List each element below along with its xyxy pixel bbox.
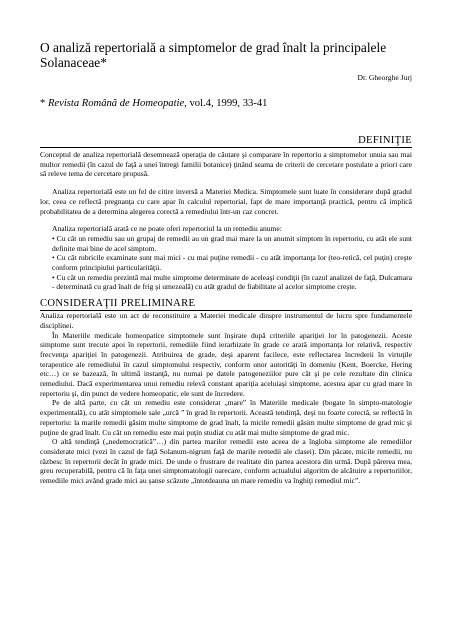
considerations-heading: CONSIDERAŢII PRELIMINARE bbox=[40, 298, 196, 310]
source-citation bbox=[40, 98, 412, 109]
paragraph-considerations-4: O altă tendinţă („nedemocratică”…) din partea marilor remedii este aceea de a îngloba simptome ale remediilor considerate mici (vezi în cazul de faţă Solanum-nigrum faţă de marile remedii ale clasei). Din păcate, micile remedii, nu răzbesc în repertorii decât în grade mici. De unde o frustrare de realitate din partea acestora din urmă. După părerea mea, greu recuperabilă, pentru că în faţa unei simptomatologii oarecare, conform actualului algoritm de alcătuire a repertoriilor, remediile mici având grade mici au şanse scăzute „întotdeauna un mare remediu va înghiţi remediul mic”. bbox=[40, 437, 412, 486]
journal-name: Revista Română de Homeopatie bbox=[47, 98, 185, 109]
definition-text: Conceptul de analiza repertorială desemnează operaţia de căutare şi comparare în repertoriu a simptomelor unuia sau mai multor remedii (în cazul de faţă a unei întregi familii botanice) ţinând seama de criterii de cercetare postulate a priori care să releve tema de cercetare propusă. bbox=[40, 150, 412, 179]
definition-rule bbox=[40, 147, 412, 148]
bullet-item-2: • Cu cât rubricile examinate sunt mai mici - cu mai puţine remedii - cu atât importanţa lor (teo-retică, cel puţin) creşte conform principiului particularităţii. bbox=[52, 253, 412, 273]
bullet-item-3: • Cu cât un remediu prezintă mai multe simptome determinate de aceleaşi condiţii (în cazul analizei de faţă, Dulcamara - determinată cu grad înalt de frig şi umezeală) cu atât gradul de fiabilitate al acelor simptome creşte. bbox=[52, 272, 412, 292]
paragraph-analysis-2: Analiza repertorială arată ce ne poate oferi repertoriul la un remediu anume: bbox=[52, 224, 282, 234]
definition-heading: DEFINIŢIE bbox=[358, 135, 412, 146]
document-page bbox=[40, 40, 412, 486]
paragraph-considerations-2: În Materiile medicale homeopatice simptomele sunt înşirate după criteriile apariţiei lor în patogenezii. Aceste simptome sunt trecute apoi în repertorii, remediile fiind ierarhizate în grade ce arată importanţa lor relativă, respectiv frecvenţa apariţiei în patogenezii. Atribuirea de grade, deşi aparent facilece, este reflectarea încrederii în virtuţile terapeutice ale remediului în cazul simptomului respectiv, conform unor autorităţi în domeniu (Kent, Boercke, Hering etc…) ce se bazează, în ultimă instanţă, nu numai pe datele patogeneziilor pure cât şi pe cele rezultate din clinica remediului. Dacă experimentarea unui remediu relevă constant apariţia aceluiaşi simptome, acestea apar cu grad mare în repertoriu şi, din punct de vedere homeopatic, ele sunt de încredere. bbox=[40, 330, 412, 398]
title-line-1: O analiză repertorială a simptomelor de grad înalt la principalele bbox=[40, 40, 387, 55]
citation-prefix: * bbox=[40, 98, 48, 109]
document-title bbox=[40, 40, 412, 70]
title-line-2: Solanaceae* bbox=[40, 55, 107, 70]
paragraph-considerations-1: Analiza repertorială este un act de reconstituire a Materiei medicale dinspre instrumentul de lucru spre fundamentele disciplinei. bbox=[40, 311, 412, 330]
citation-details: , vol.4, 1999, 33-41 bbox=[184, 98, 268, 109]
author-name: Dr. Gheorghe Jurj bbox=[357, 73, 412, 82]
paragraph-analysis-1: Analiza repertorială este un fel de citire inversă a Materiei Medica. Simptomele sunt luate în considerare după gradul lor, ceea ce reflectă pregnanţa cu care apar în calculul repertorial, fapt de mare importanţă practică, pentru că implică probabilitatea de a determina alegerea corectă a remediului într-un caz concret. bbox=[40, 187, 412, 216]
bullet-item-1: • Cu cât un remediu sau un grupaj de remedii au un grad mai mare la un anumit simptom în repertoriu, cu atât ele sunt definite mai bine de acel simptom. bbox=[52, 233, 412, 253]
paragraph-considerations-3: Pe de altă parte, cu cât un remediu este considerat „mare” în Materiile medicale (bogate în simpto-matologie experimentală), cu atât simptomele sale „urcă ” în grad în repertorii. Această tendinţă, deşi nu foarte corectă, se reflectă în repertoriu: la marile remedii găsim multe simptome de grad înalt, la micile remedii găsim multe simptome de grad mic şi puţine de grad înalt. Cu cât un remediu este mai puţin studiat cu atât mai multe simptome de grad mic. bbox=[40, 398, 412, 437]
